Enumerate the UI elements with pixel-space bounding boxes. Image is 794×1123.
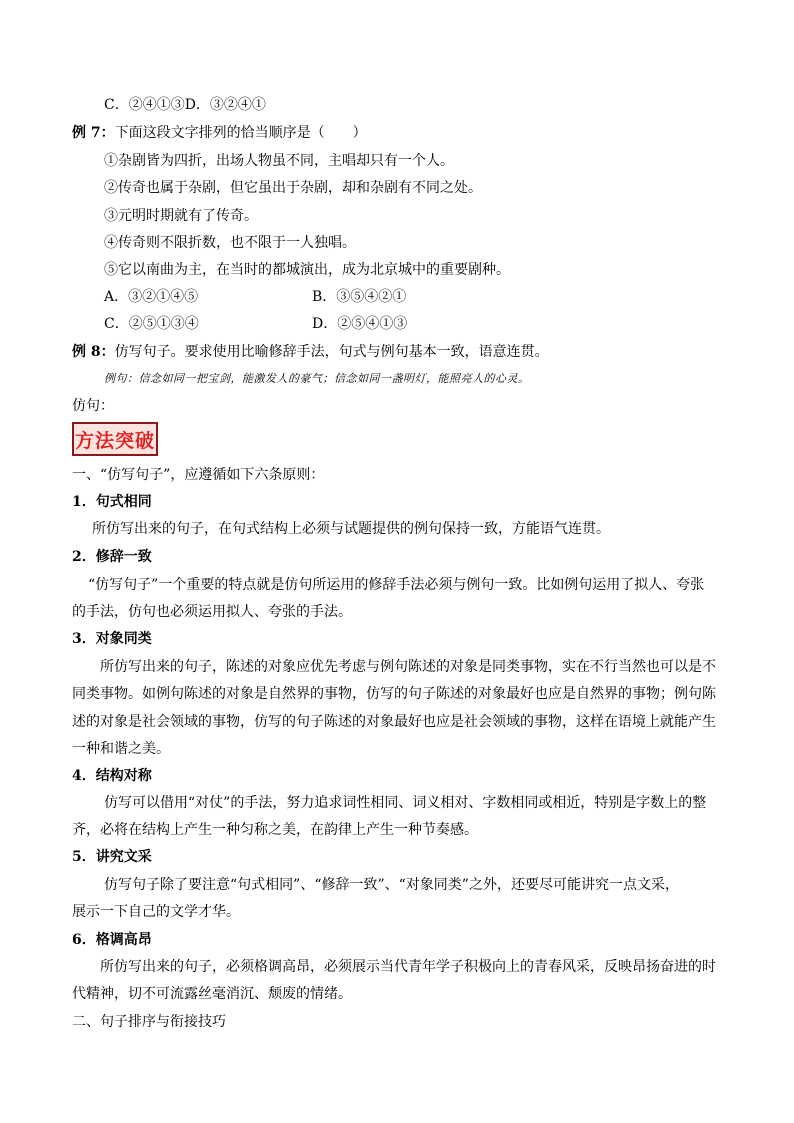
- principles-intro: 一、“仿写句子”，应遵循如下六条原则：: [72, 467, 325, 483]
- principle-4-line-2: 齐，必将在结构上产生一种匀称之美，在韵律上产生一种节奏感。: [72, 822, 478, 838]
- ex8-answer-label: 仿句：: [72, 398, 114, 414]
- method-heading: 方法突破: [74, 429, 155, 452]
- ex7-question: [72, 124, 367, 142]
- principle-5-title: 5．讲究文采: [72, 849, 152, 865]
- principle-3-line-1: 所仿写出来的句子，陈述的对象应优先考虑与例句陈述的对象是同类事物，实在不行当然也可以是不: [100, 659, 716, 675]
- principle-1-line-1: 所仿写出来的句子，在句式结构上必须与试题提供的例句保持一致，方能语气连贯。: [92, 521, 610, 537]
- ex7-sentence-1: ①杂剧皆为四折，出场人物虽不同，主唱却只有一个人。: [104, 153, 454, 169]
- ex7-option-b: B．③⑤④②①: [312, 289, 407, 305]
- principle-2-line-2: 的手法，仿句也必须运用拟人、夸张的手法。: [72, 604, 352, 620]
- principle-1-title: 1．句式相同: [72, 494, 152, 510]
- ex6-options-cd: C．②④①③D．③②④①: [104, 97, 266, 113]
- part-2-heading: 二、句子排序与衔接技巧: [72, 1014, 226, 1030]
- principle-4-line-1: 仿写可以借用“对仗”的手法，努力追求词性相同、词义相对、字数相同或相近，特别是字数上的整: [104, 795, 707, 811]
- principle-6-line-1: 所仿写出来的句子，必须格调高昂，必须展示当代青年学子积极向上的青春风采，反映昂扬奋进的时: [100, 959, 716, 975]
- ex7-option-d: D．②⑤④①③: [312, 316, 408, 332]
- ex7-option-c: C．②⑤①③④: [104, 316, 199, 332]
- ex7-question-text: 下面这段文字排列的恰当顺序是（ ）: [114, 125, 367, 141]
- principle-6-line-2: 代精神，切不可流露丝毫消沉、颓废的情绪。: [72, 986, 352, 1002]
- ex7-sentence-4: ④传奇则不限折数，也不限于一人独唱。: [104, 235, 356, 251]
- principle-5-line-2: 展示一下自己的文学才华。: [72, 904, 240, 920]
- ex8-label: 例 8：: [72, 344, 115, 360]
- ex8-question: [72, 343, 549, 361]
- ex8-example-sentence: 例句：信念如同一把宝剑，能激发人的豪气；信念如同一盏明灯，能照亮人的心灵。: [104, 372, 530, 385]
- ex7-label: 例 7：: [72, 125, 115, 141]
- ex7-sentence-5: ⑤它以南曲为主，在当时的都城演出，成为北京城中的重要剧种。: [104, 262, 510, 278]
- principle-2-title: 2．修辞一致: [72, 549, 152, 565]
- method-heading-box: [72, 422, 158, 456]
- principle-5-line-1: 仿写句子除了要注意“句式相同”、“修辞一致”、“对象同类”之外，还要尽可能讲究一点文采，: [104, 877, 679, 893]
- principle-3-line-3: 述的对象是社会领域的事物，仿写的句子陈述的对象最好也应是社会领域的事物，这样在语境上就能产生: [72, 714, 716, 730]
- principle-3-line-2: 同类事物。如例句陈述的对象是自然界的事物，仿写的句子陈述的对象最好也应是自然界的事物；例句陈: [72, 686, 716, 702]
- principle-4-title: 4．结构对称: [72, 768, 152, 784]
- principle-6-title: 6．格调高昂: [72, 932, 152, 948]
- ex7-option-a: A．③②①④⑤: [104, 289, 199, 305]
- principle-3-title: 3．对象同类: [72, 631, 152, 647]
- principle-3-line-4: 一种和谐之美。: [72, 741, 170, 757]
- principle-2-line-1: “仿写句子”一个重要的特点就是仿句所运用的修辞手法必须与例句一致。比如例句运用了拟人、夸张: [88, 577, 705, 593]
- ex7-sentence-3: ③元明时期就有了传奇。: [104, 208, 258, 224]
- ex8-question-text: 仿写句子。要求使用比喻修辞手法，句式与例句基本一致，语意连贯。: [114, 344, 549, 360]
- ex7-sentence-2: ②传奇也属于杂剧，但它虽出于杂剧，却和杂剧有不同之处。: [104, 180, 482, 196]
